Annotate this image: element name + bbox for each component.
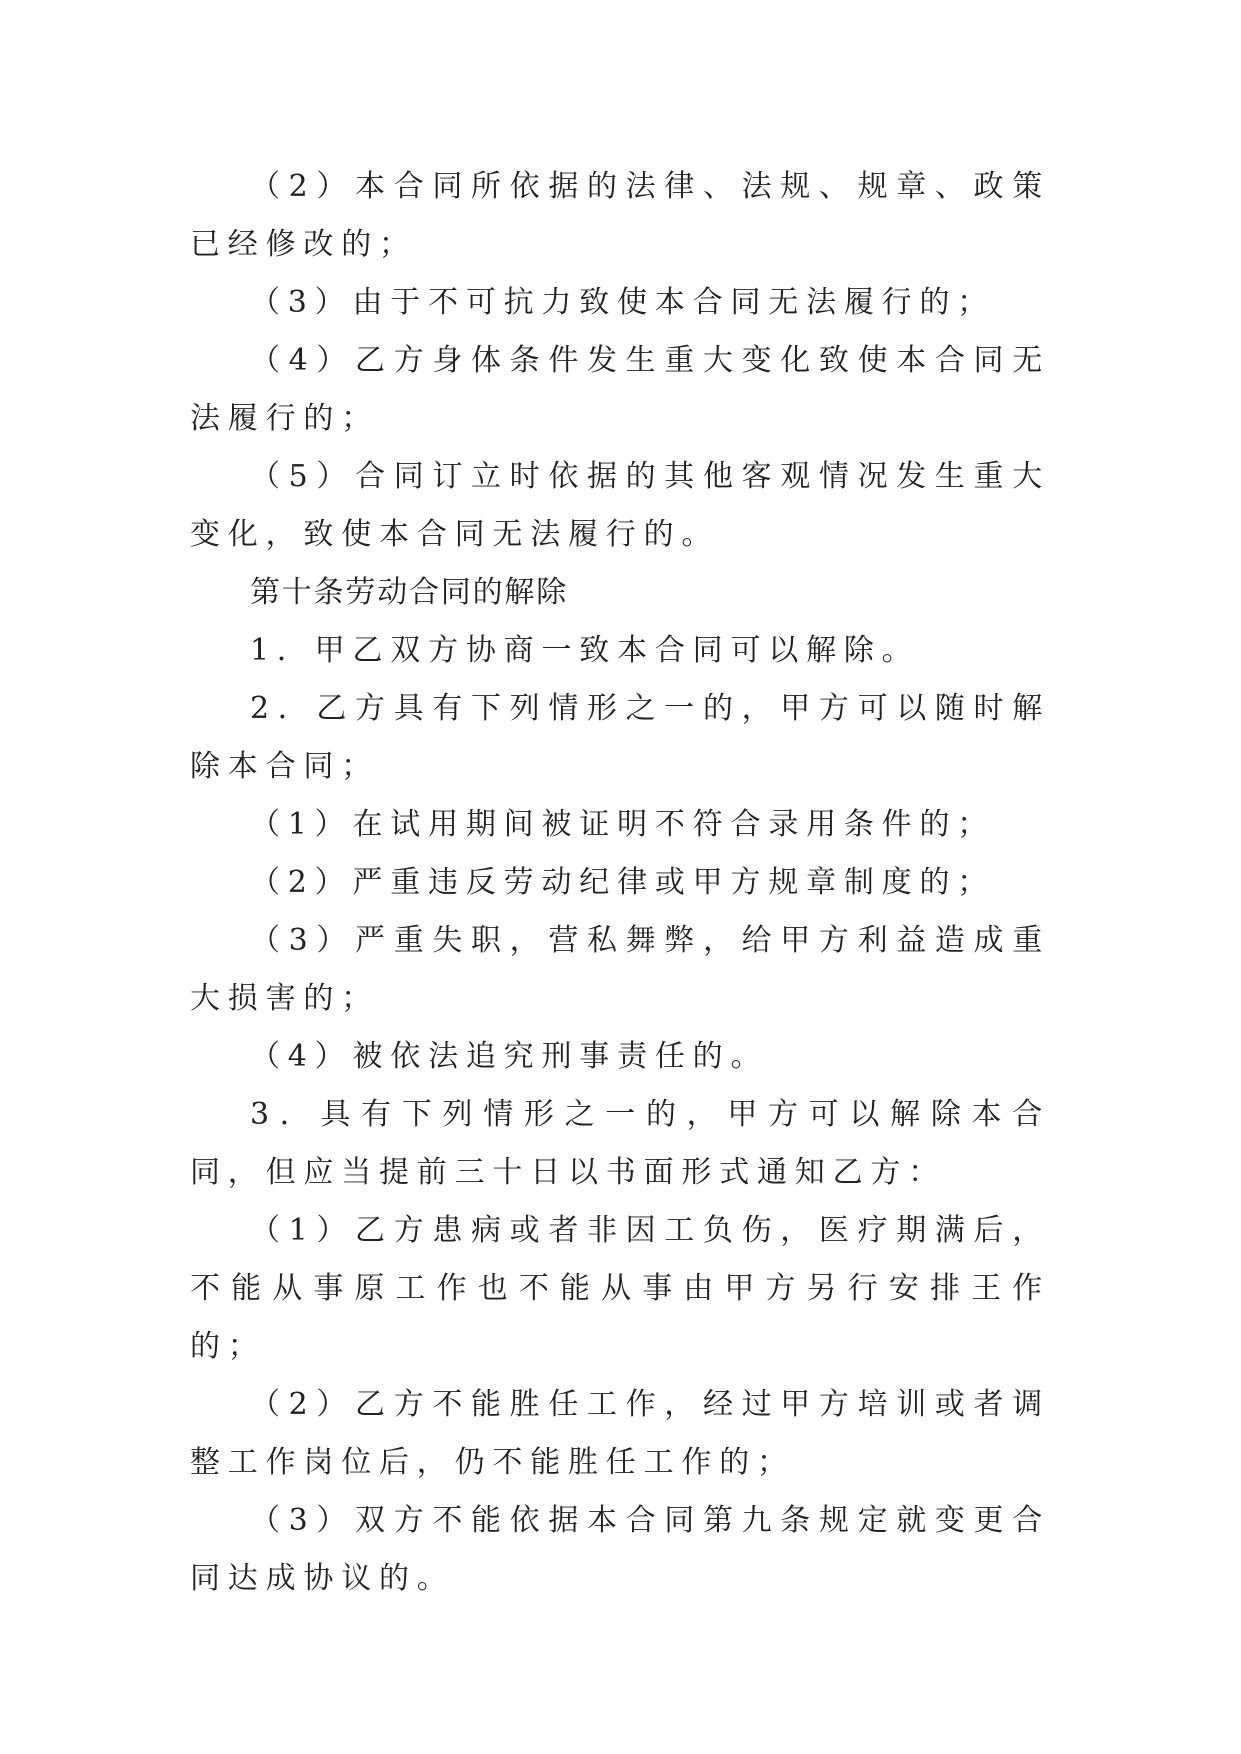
paragraph-subitem-4-criminal: （4）被依法追究刑事责任的。 <box>250 1039 769 1074</box>
paragraph-item-1-mutual-agreement: 1．甲乙双方协商一致本合同可以解除。 <box>250 633 920 668</box>
paragraph-subitem-3-no-agreement: （3）双方不能依据本合同第九条规定就变更合同达成协议的。 <box>190 1503 1050 1596</box>
document-body <box>190 158 1050 1608</box>
paragraph-item-2-immediate-termination: 2．乙方具有下列情形之一的，甲方可以随时解除本合同； <box>190 691 1050 784</box>
paragraph-subitem-2-incompetence: （2）乙方不能胜任工作，经过甲方培训或者调整工作岗位后，仍不能胜任工作的； <box>190 1387 1050 1480</box>
paragraph-clause-4-health-change: （4）乙方身体条件发生重大变化致使本合同无法履行的； <box>190 343 1050 436</box>
paragraph-subitem-2-discipline: （2）严重违反劳动纪律或甲方规章制度的； <box>250 865 996 900</box>
paragraph-clause-2-law-changed: （2）本合同所依据的法律、法规、规章、政策已经修改的； <box>190 169 1050 262</box>
paragraph-subitem-1-probation: （1）在试用期间被证明不符合录用条件的； <box>250 807 996 842</box>
paragraph-item-3-notice-termination: 3．具有下列情形之一的，甲方可以解除本合同，但应当提前三十日以书面形式通知乙方： <box>190 1097 1050 1190</box>
paragraph-clause-3-force-majeure: （3）由于不可抗力致使本合同无法履行的； <box>250 285 996 320</box>
paragraph-subitem-3-dereliction: （3）严重失职，营私舞弊，给甲方利益造成重大损害的； <box>190 923 1050 1016</box>
paragraph-clause-5-circumstance-change: （5）合同订立时依据的其他客观情况发生重大变化，致使本合同无法履行的。 <box>190 459 1050 552</box>
paragraph-subitem-1-illness: （1）乙方患病或者非因工负伤，医疗期满后，不能从事原工作也不能从事由甲方另行安排王作的； <box>190 1213 1050 1364</box>
section-heading-article-10: 第十条劳动合同的解除 <box>250 575 568 610</box>
